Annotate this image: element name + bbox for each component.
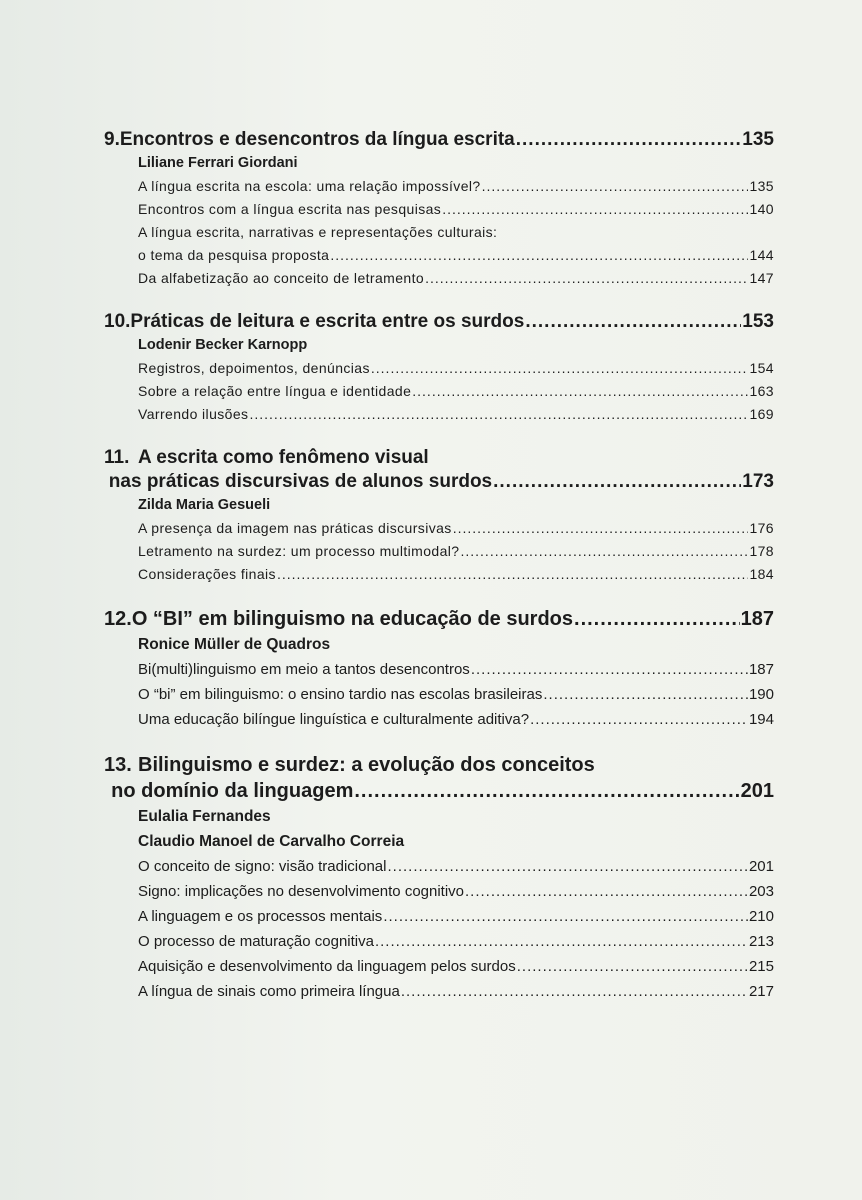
section-title: Signo: implicações no desenvolvimento cognitivo [138,883,465,900]
section-page-number: 169 [749,406,774,422]
section-entry[interactable] [138,517,774,540]
dot-leader [387,854,747,879]
chapter-title: A escrita como fenômeno visual [138,447,429,468]
chapter-title-line[interactable] [104,778,774,804]
chapter-title-line[interactable] [104,446,774,470]
dot-leader [471,657,748,682]
dot-leader [371,357,749,380]
section-page-number: 203 [748,883,774,900]
section-title: O “bi” em bilinguismo: o ensino tardio nas escolas brasileiras [138,686,543,703]
section-title: A língua de sinais como primeira língua [138,983,400,1000]
dot-leader [460,540,748,563]
section-page-number: 213 [748,933,774,950]
chapter-number: 12. [104,608,132,630]
section-title: Uma educação bilíngue linguística e culturalmente aditiva? [138,711,530,728]
section-entry[interactable] [138,979,774,1004]
dot-leader [525,310,741,334]
section-entry[interactable] [138,954,774,979]
dot-leader [465,879,748,904]
chapter-page-number: 173 [742,471,774,492]
chapter-author: Eulalia Fernandes [138,808,271,825]
section-page-number: 187 [748,661,774,678]
section-entry[interactable] [138,854,774,879]
chapter-page-number: 187 [740,608,774,630]
dot-leader [453,517,749,540]
section-page-number: 144 [749,247,774,263]
chapter-number: 11. [104,447,130,468]
dot-leader [517,954,748,979]
section-page-number: 194 [748,711,774,728]
section-title: Sobre a relação entre língua e identidade [138,383,412,399]
dot-leader [354,778,739,804]
chapter-title-line[interactable] [104,128,774,152]
dot-leader [277,563,748,586]
section-title: Encontros com a língua escrita nas pesquisas [138,201,442,217]
chapter-page-number: 201 [740,780,774,802]
section-title: Letramento na surdez: um processo multimodal? [138,543,460,559]
section-entry[interactable] [138,707,774,732]
section-entry[interactable] [138,682,774,707]
dot-leader [442,198,748,221]
section-title: Aquisição e desenvolvimento da linguagem pelos surdos [138,958,516,975]
chapter-title-line[interactable] [104,310,774,334]
dot-leader [543,682,748,707]
section-page-number: 201 [748,858,774,875]
section-title: O processo de maturação cognitiva [138,933,374,950]
dot-leader [412,380,748,403]
section-entry[interactable] [138,357,774,380]
dot-leader [482,175,749,198]
dot-leader [249,403,748,426]
chapter-number: 10. [104,311,131,332]
section-entry[interactable] [138,879,774,904]
section-entry[interactable] [138,175,774,198]
dot-leader [516,128,742,152]
dot-leader [425,267,748,290]
section-entry[interactable] [138,563,774,586]
chapter-entry [104,606,774,732]
section-page-number: 163 [749,383,774,399]
chapter-entry [104,310,774,426]
section-page-number: 178 [749,543,774,559]
dot-leader [330,244,748,267]
section-title: Considerações finais [138,566,276,582]
chapter-page-number: 153 [742,311,774,332]
section-title: A linguagem e os processos mentais [138,908,383,925]
section-page-number: 176 [749,520,774,536]
chapter-entry [104,128,774,290]
section-page-number: 184 [749,566,774,582]
section-entry[interactable] [138,221,774,244]
section-title: Bi(multi)linguismo em meio a tantos desencontros [138,661,470,678]
section-title: O conceito de signo: visão tradicional [138,858,387,875]
dot-leader [530,707,748,732]
table-of-contents [104,128,774,1024]
chapter-entry [104,752,774,1004]
section-title: Varrendo ilusões [138,406,249,422]
dot-leader [574,606,740,632]
dot-leader [401,979,748,1004]
section-page-number: 215 [748,958,774,975]
section-entry[interactable] [138,929,774,954]
chapter-title: O “BI” em bilinguismo na educação de surdos [131,608,574,630]
section-page-number: 190 [748,686,774,703]
chapter-title: no domínio da linguagem [111,780,354,802]
chapter-title: nas práticas discursivas de alunos surdos [108,471,493,492]
section-title: A língua escrita, narrativas e representações culturais: [138,224,498,240]
chapter-author: Ronice Müller de Quadros [138,636,331,653]
section-title: A língua escrita na escola: uma relação impossível? [138,178,481,194]
section-page-number: 210 [748,908,774,925]
section-entry[interactable] [138,657,774,682]
section-entry[interactable] [138,244,774,267]
section-entry[interactable] [138,380,774,403]
chapter-title-line[interactable] [104,606,774,632]
chapter-entry [104,446,774,586]
section-entry[interactable] [138,904,774,929]
chapter-author: Claudio Manoel de Carvalho Correia [138,833,405,850]
chapter-title: Práticas de leitura e escrita entre os surdos [130,311,525,332]
chapter-number: 13. [104,754,132,776]
chapter-title-line[interactable] [104,752,774,778]
section-page-number: 140 [749,201,774,217]
section-title: Da alfabetização ao conceito de letramento [138,270,425,286]
section-title: Registros, depoimentos, denúncias [138,360,370,376]
section-page-number: 147 [749,270,774,286]
chapter-title: Bilinguismo e surdez: a evolução dos conceitos [138,754,595,776]
section-page-number: 135 [749,178,774,194]
section-entry[interactable] [138,403,774,426]
dot-leader [375,929,748,954]
section-title: o tema da pesquisa proposta [138,247,330,263]
dot-leader [493,470,741,494]
section-page-number: 154 [749,360,774,376]
section-entry[interactable] [138,198,774,221]
chapter-author: Lodenir Becker Karnopp [138,337,308,353]
chapter-title-line[interactable] [104,470,774,494]
chapter-author: Liliane Ferrari Giordani [138,155,298,171]
section-entry[interactable] [138,267,774,290]
section-entry[interactable] [138,540,774,563]
dot-leader [383,904,748,929]
chapter-title: Encontros e desencontros da língua escrita [119,129,515,150]
chapter-number: 9. [104,129,120,150]
chapter-page-number: 135 [742,129,774,150]
chapter-author: Zilda Maria Gesueli [138,497,271,513]
section-title: A presença da imagem nas práticas discursivas [138,520,452,536]
section-page-number: 217 [748,983,774,1000]
